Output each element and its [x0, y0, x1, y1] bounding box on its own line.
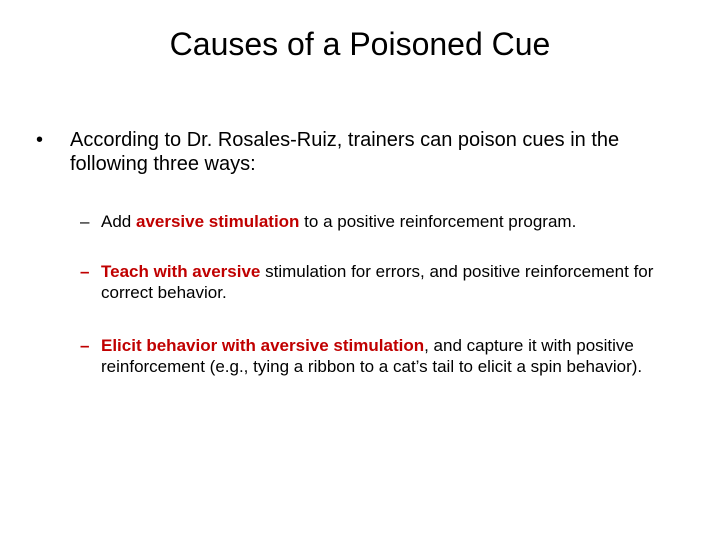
main-bullet-text: According to Dr. Rosales-Ruiz, trainers can poison cues in the following three ways: — [70, 129, 620, 175]
sub-bullet-text-after: to a positive reinforcement program. — [299, 212, 577, 231]
sub-bullet-marker: – — [80, 212, 90, 231]
sub-bullet-3 — [80, 335, 680, 377]
slide-title: Causes of a Poisoned Cue — [169, 26, 551, 62]
sub-bullet-marker: – — [80, 336, 90, 355]
sub-bullet-text-after: stimulation for errors, and positive reinforcement for correct behavior. — [101, 262, 654, 302]
sub-bullet-1 — [80, 211, 680, 232]
sub-bullet-text — [101, 261, 680, 303]
highlight-text: Elicit behavior with aversive stimulation — [101, 336, 425, 355]
sub-bullet-text — [101, 335, 680, 377]
sub-bullet-text — [101, 211, 576, 232]
bullet-marker: • — [36, 129, 44, 151]
sub-bullet-text-before: Add — [101, 212, 136, 231]
sub-bullet-text-after: , and capture it with positive reinforcement (e.g., tying a ribbon to a cat’s tail to elicit a spin behavior). — [101, 336, 643, 376]
main-bullet — [36, 128, 676, 176]
sub-bullet-marker: – — [80, 262, 90, 281]
highlight-text: aversive stimulation — [135, 212, 300, 231]
highlight-text: Teach with aversive — [101, 262, 261, 281]
sub-bullet-2 — [80, 261, 680, 303]
